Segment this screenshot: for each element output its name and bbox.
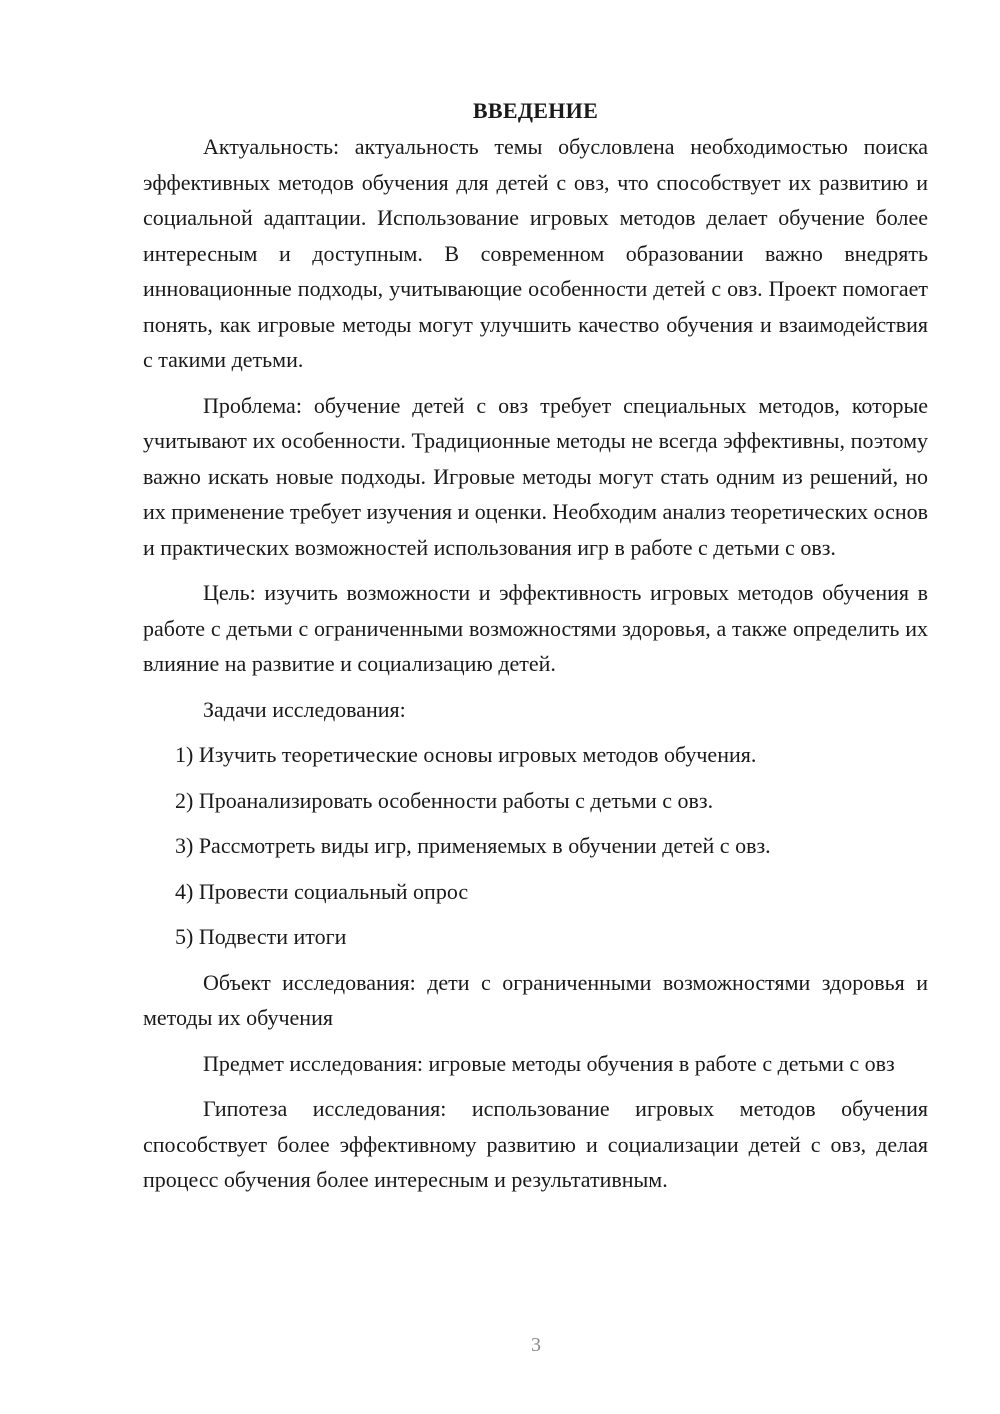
task-item: 2) Проанализировать особенности работы с детьми с овз. [175,787,714,813]
problem-paragraph: Проблема: обучение детей с овз требует специальных методов, которые учитывают их особенности. Традиционные методы не всегда эффективны, поэтому важно искать новые подходы. Игровые методы могут стать одним из решений, но их применение требует изучения и оценки. Необходим анализ теоретических основ и практических возможностей использования игр в работе с детьми с овз. [143,392,928,560]
task-item: 5) Подвести итоги [175,924,347,949]
task-item: 4) Провести социальный опрос [175,878,469,904]
task-list [143,737,928,955]
relevance-paragraph: Актуальность: актуальность темы обусловлена необходимостью поиска эффективных методов обучения для детей с овз, что способствует их развитию и социальной адаптации. Использование игровых методов делает обучение более интересным и доступным. В современном образовании важно внедрять инновационные подходы, учитывающие особенности детей с овз. Проект помогает понять, как игровые методы могут улучшить качество обучения и взаимодействия с такими детьми. [143,134,928,372]
tasks-heading: Задачи исследования: [203,696,406,722]
object-paragraph: Объект исследования: дети с ограниченными возможностями здоровья и методы их обучения [143,969,928,1030]
hypothesis-paragraph: Гипотеза исследования: использование игровых методов обучения способствует более эффективному развитию и социализации детей с овз, делая процесс обучения более интересным и результативным. [143,1096,928,1192]
goal-paragraph: Цель: изучить возможности и эффективность игровых методов обучения в работе с детьми с ограниченными возможностями здоровья, а также определить их влияние на развитие и социализацию детей. [143,580,928,676]
page-number: 3 [531,1334,541,1356]
page-content [143,95,928,1208]
page-title: ВВЕДЕНИЕ [472,98,599,123]
subject-paragraph: Предмет исследования: игровые методы обучения в работе с детьми с овз [203,1050,895,1076]
task-item: 3) Рассмотреть виды игр, применяемых в обучении детей с овз. [175,833,771,858]
task-item: 1) Изучить теоретические основы игровых методов обучения. [175,742,757,767]
